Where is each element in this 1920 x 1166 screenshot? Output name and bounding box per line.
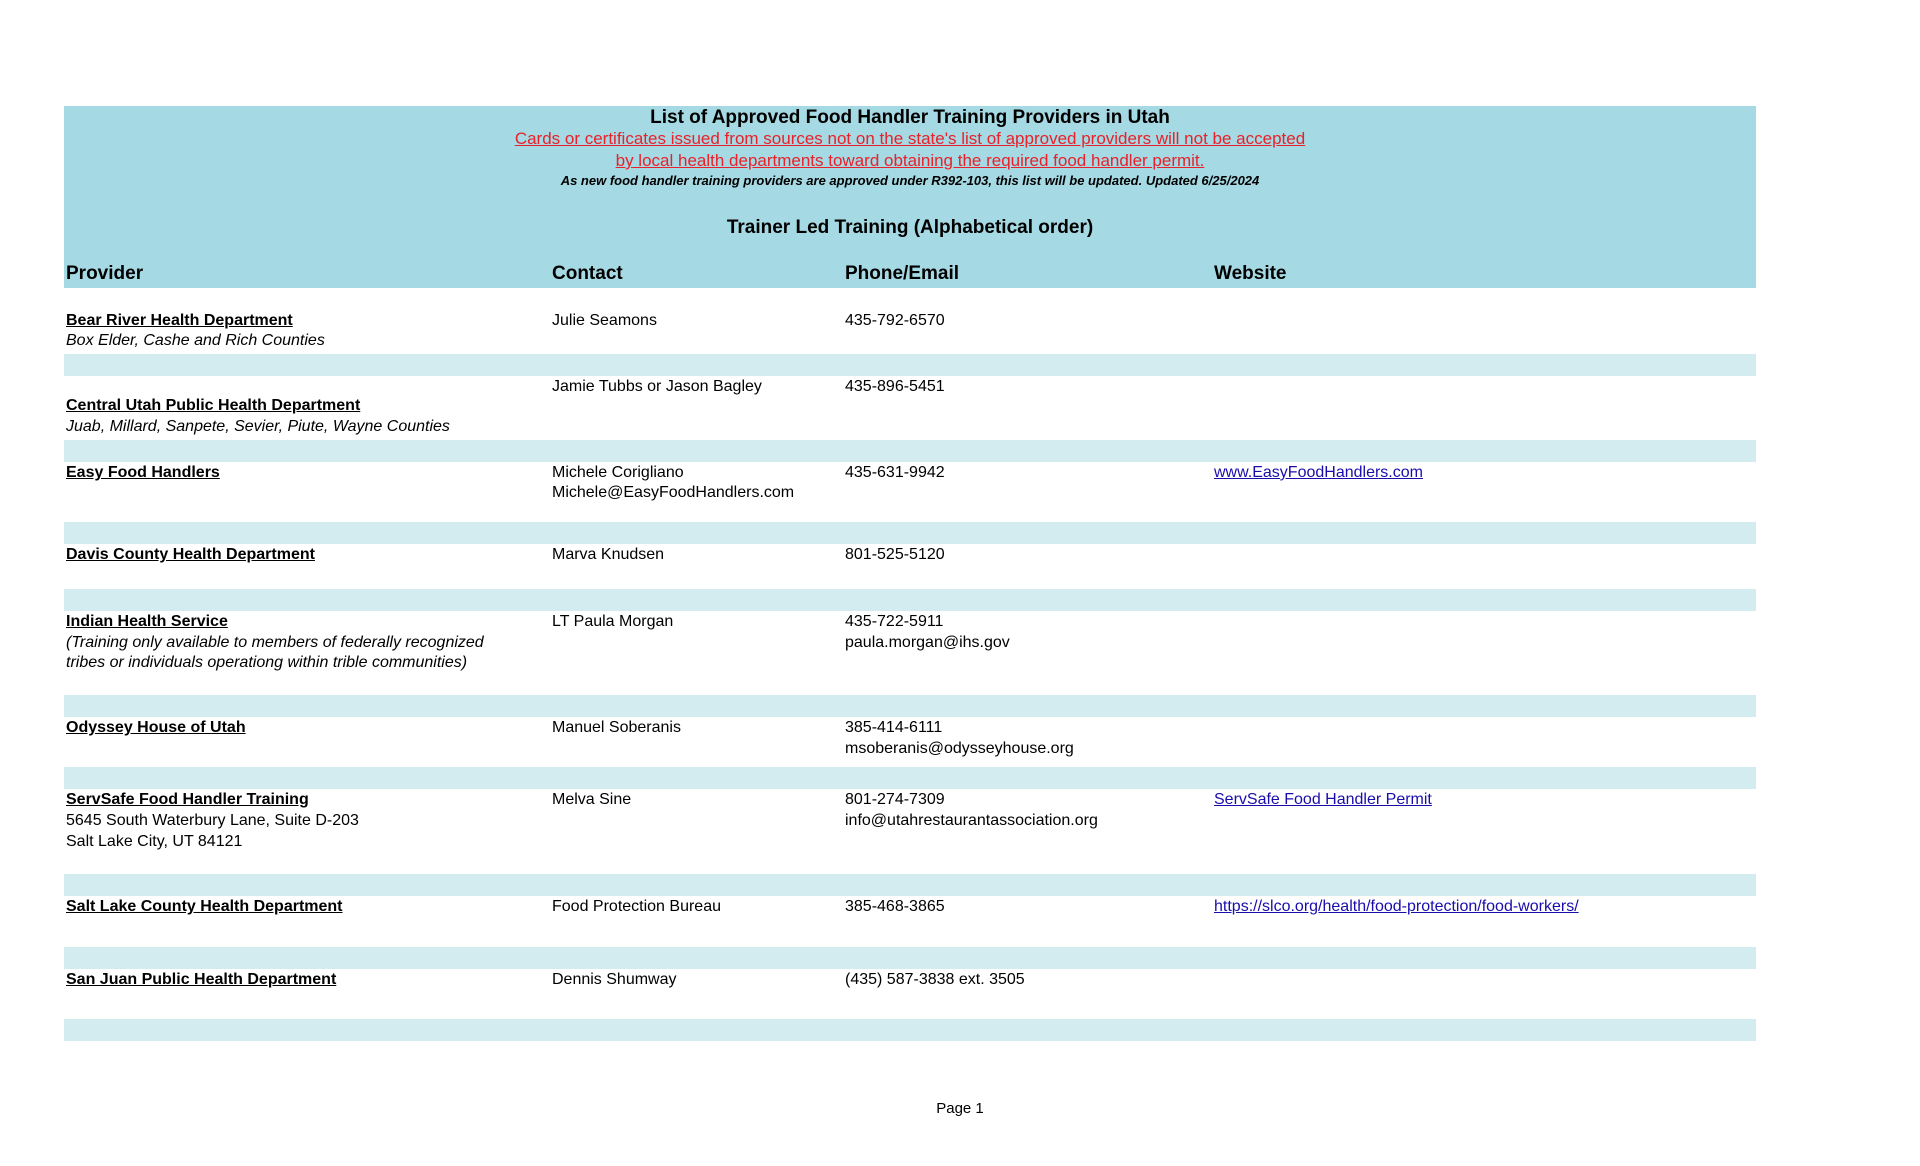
- contact-name: Food Protection Bureau: [552, 898, 721, 915]
- column-header-provider: Provider: [66, 263, 144, 284]
- website-link[interactable]: ServSafe Food Handler Permit: [1214, 791, 1432, 808]
- sheet-header: [64, 106, 1756, 288]
- table-row: [64, 462, 1756, 522]
- row-separator: [64, 354, 1756, 376]
- website-link[interactable]: https://slco.org/health/food-protection/food-workers/: [1214, 898, 1579, 915]
- provider-address-line2: Salt Lake City, UT 84121: [66, 833, 243, 850]
- row-separator: [64, 695, 1756, 717]
- table-row: [64, 544, 1756, 589]
- contact-name: Manuel Soberanis: [552, 719, 681, 736]
- phone-number: 801-525-5120: [845, 546, 945, 563]
- provider-name: San Juan Public Health Department: [66, 971, 337, 988]
- provider-table: [64, 288, 1756, 1041]
- phone-number: 385-468-3865: [845, 898, 945, 915]
- phone-number: 435-792-6570: [845, 312, 945, 329]
- provider-detail: tribes or individuals operationg within trible communities): [66, 654, 468, 671]
- provider-name: Salt Lake County Health Department: [66, 898, 343, 915]
- row-separator: [64, 522, 1756, 544]
- contact-name: Michele Corigliano: [552, 464, 684, 481]
- contact-name: Dennis Shumway: [552, 971, 677, 988]
- row-separator: [64, 440, 1756, 462]
- table-row: [64, 376, 1756, 440]
- provider-address-line1: 5645 South Waterbury Lane, Suite D-203: [66, 812, 359, 829]
- provider-name: Odyssey House of Utah: [66, 719, 246, 736]
- phone-number: 385-414-6111: [845, 719, 943, 736]
- table-row: [64, 896, 1756, 947]
- column-header-phone-email: Phone/Email: [845, 263, 960, 284]
- table-row: [64, 969, 1756, 1019]
- section-subtitle: Trainer Led Training (Alphabetical order): [726, 217, 1094, 238]
- email-address[interactable]: msoberanis@odysseyhouse.org: [845, 740, 1074, 757]
- provider-name: Central Utah Public Health Department: [66, 397, 361, 414]
- row-separator: [64, 947, 1756, 969]
- row-separator: [64, 589, 1756, 611]
- provider-detail: Juab, Millard, Sanpete, Sevier, Piute, Wayne Counties: [66, 418, 450, 435]
- provider-name: ServSafe Food Handler Training: [66, 791, 309, 808]
- contact-name: Julie Seamons: [552, 312, 657, 329]
- column-header-website: Website: [1214, 263, 1287, 284]
- page-title: List of Approved Food Handler Training Providers in Utah: [650, 107, 1170, 128]
- table-row: [64, 717, 1756, 767]
- email-address[interactable]: info@utahrestaurantassociation.org: [845, 812, 1098, 829]
- email-address[interactable]: paula.morgan@ihs.gov: [845, 634, 1010, 651]
- provider-name: Davis County Health Department: [66, 546, 315, 563]
- contact-name: Jamie Tubbs or Jason Bagley: [552, 378, 762, 395]
- phone-number: (435) 587-3838 ext. 3505: [845, 971, 1025, 988]
- column-header-contact: Contact: [552, 263, 623, 284]
- warning-line-1: Cards or certificates issued from sources not on the state's list of approved providers will not be accepted: [514, 129, 1306, 148]
- provider-detail: (Training only available to members of federally recognized: [66, 634, 484, 651]
- table-row: [64, 611, 1756, 695]
- contact-email[interactable]: Michele@EasyFoodHandlers.com: [552, 484, 795, 501]
- table-row: [64, 789, 1756, 874]
- phone-number: 801-274-7309: [845, 791, 945, 808]
- row-separator: [64, 1019, 1756, 1041]
- provider-name: Bear River Health Department: [66, 312, 293, 329]
- phone-number: 435-631-9942: [845, 464, 945, 481]
- row-separator: [64, 767, 1756, 789]
- website-link[interactable]: www.EasyFoodHandlers.com: [1214, 464, 1423, 481]
- page-number: Page 1: [936, 1100, 984, 1117]
- contact-name: LT Paula Morgan: [552, 613, 674, 630]
- provider-name: Indian Health Service: [66, 613, 228, 630]
- provider-sheet: [64, 106, 1756, 1041]
- provider-detail: Box Elder, Cashe and Rich Counties: [66, 332, 325, 349]
- update-note: As new food handler training providers are approved under R392-103, this list will be updated. Updated 6/25/2024: [560, 173, 1260, 188]
- contact-name: Marva Knudsen: [552, 546, 665, 563]
- warning-line-2: by local health departments toward obtaining the required food handler permit.: [615, 151, 1205, 170]
- row-separator: [64, 874, 1756, 896]
- phone-number: 435-722-5911: [845, 613, 944, 630]
- phone-number: 435-896-5451: [845, 378, 945, 395]
- provider-name: Easy Food Handlers: [66, 464, 220, 481]
- table-row: [64, 288, 1756, 354]
- contact-name: Melva Sine: [552, 791, 632, 808]
